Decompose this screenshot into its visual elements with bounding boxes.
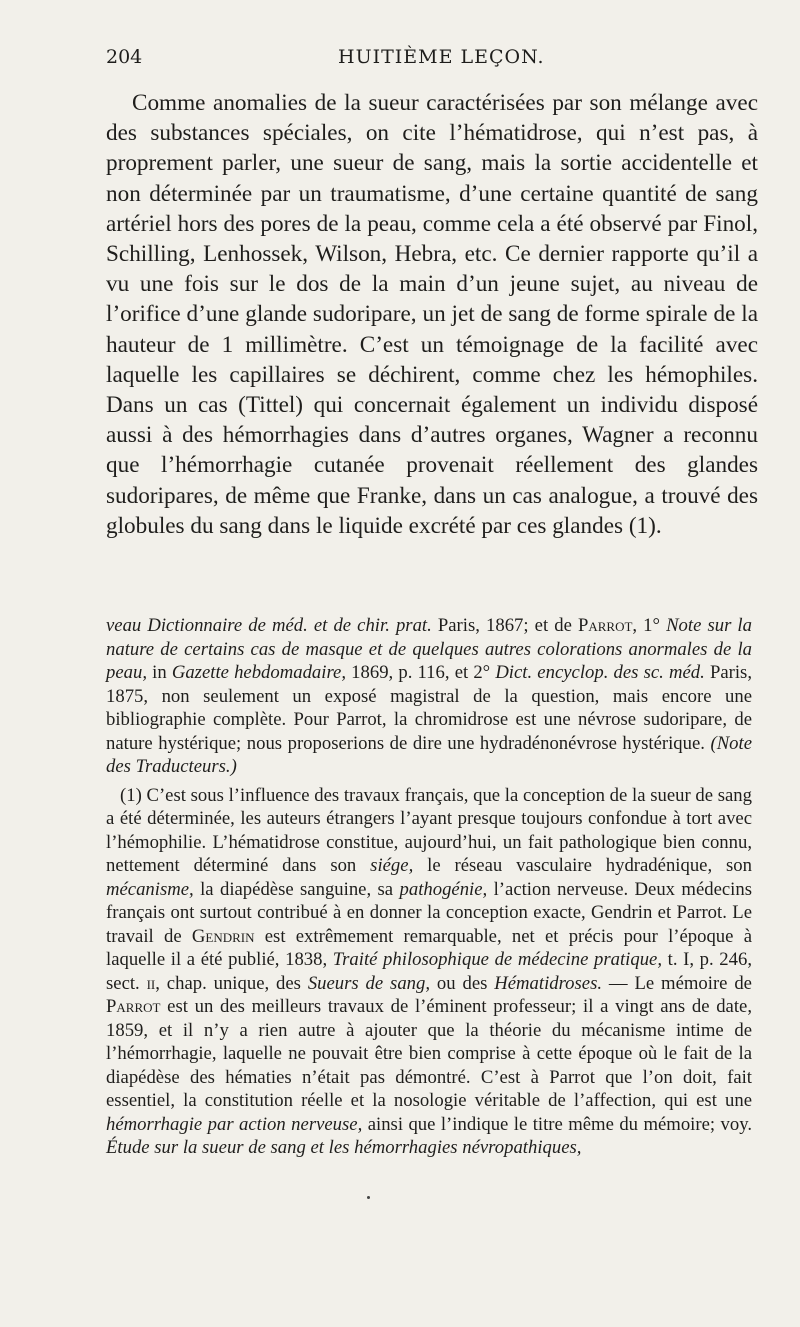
footnotes bbox=[106, 614, 752, 1160]
ink-speck bbox=[367, 1196, 370, 1199]
running-title: HUITIÈME LEÇON. bbox=[338, 46, 545, 68]
footnote-1: (1) C’est sous l’influence des travaux français, que la conception de la sueur de sang a été déterminée, les auteurs étrangers l’ayant presque toujours confondue à tort avec l’hémophilie. L’hématidrose constitue, aujourd’hui, un fait pathologique bien connu, nettement déterminé dans son siége, le réseau vasculaire hydradénique, son mécanisme, la diapédèse sanguine, sa pathogénie, l’action nerveuse. Deux médecins français ont surtout contribué à en donner la conception exacte, Gendrin et Parrot. Le travail de Gendrin est extrêmement remarquable, net et précis pour l’époque à laquelle il a été publié, 1838, Traité philosophique de médecine pratique, t. I, p. 246, sect. ii, chap. unique, des Sueurs de sang, ou des Hématidroses. — Le mémoire de Parrot est un des meilleurs travaux de l’éminent professeur; il a vingt ans de date, 1859, et il n’y a rien autre à ajouter que la théorie du mécanisme intime de l’hémorrhagie, laquelle ne pouvait être bien comprise à cette époque où le fait de la diapédèse des hématies n’était pas démontré. C’est à Parrot que l’on doit, fait essentiel, la constitution réelle et la nosologie véritable de l’affection, qui est une hémorrhagie par action nerveuse, ainsi que l’indique le titre même du mémoire; voy. Étude sur la sueur de sang et les hémorrhagies névropathiques, bbox=[106, 784, 752, 1158]
main-paragraph: Comme anomalies de la sueur caractérisées par son mélange avec des substances spéciales, on cite l’hématidrose, qui n’est pas, à proprement parler, une sueur de sang, mais la sortie accidentelle et non déterminée par un traumatisme, d’une certaine quantité de sang artériel hors des pores de la peau, comme cela a été observé par Finol, Schilling, Lenhossek, Wilson, Hebra, etc. Ce dernier rapporte qu’il a vu une fois sur le dos de la main d’un jeune sujet, au niveau de l’orifice d’une glande sudoripare, un jet de sang de forme spirale de la hauteur de 1 millimètre. C’est un témoignage de la facilité avec laquelle les capillaires se déchirent, comme chez les hémophiles. Dans un cas (Tittel) qui concernait également un individu disposé aussi à des hémorrhagies dans d’autres organes, Wagner a reconnu que l’hémorrhagie cutanée provenait réellement des glandes sudoripares, de même que Franke, dans un cas analogue, a trouvé des globules du sang dans le liquide excrété par ces glandes (1). bbox=[106, 90, 758, 539]
page-header bbox=[106, 46, 756, 76]
page-number: 204 bbox=[106, 46, 143, 68]
note-continued: veau Dictionnaire de méd. et de chir. prat. Paris, 1867; et de Parrot, 1° Note sur la nature de certains cas de masque et de quelques autres colorations anormales de la peau, in Gazette hebdomadaire, 1869, p. 116, et 2° Dict. encyclop. des sc. méd. Paris, 1875, non seulement un exposé magistral de la question, mais encore une bibliographie complète. Pour Parrot, la chromidrose est une névrose sudoripare, de nature hystérique; nous proposerions de dire une hydradénonévrose hystérique. (Note des Traducteurs.) bbox=[106, 615, 752, 777]
